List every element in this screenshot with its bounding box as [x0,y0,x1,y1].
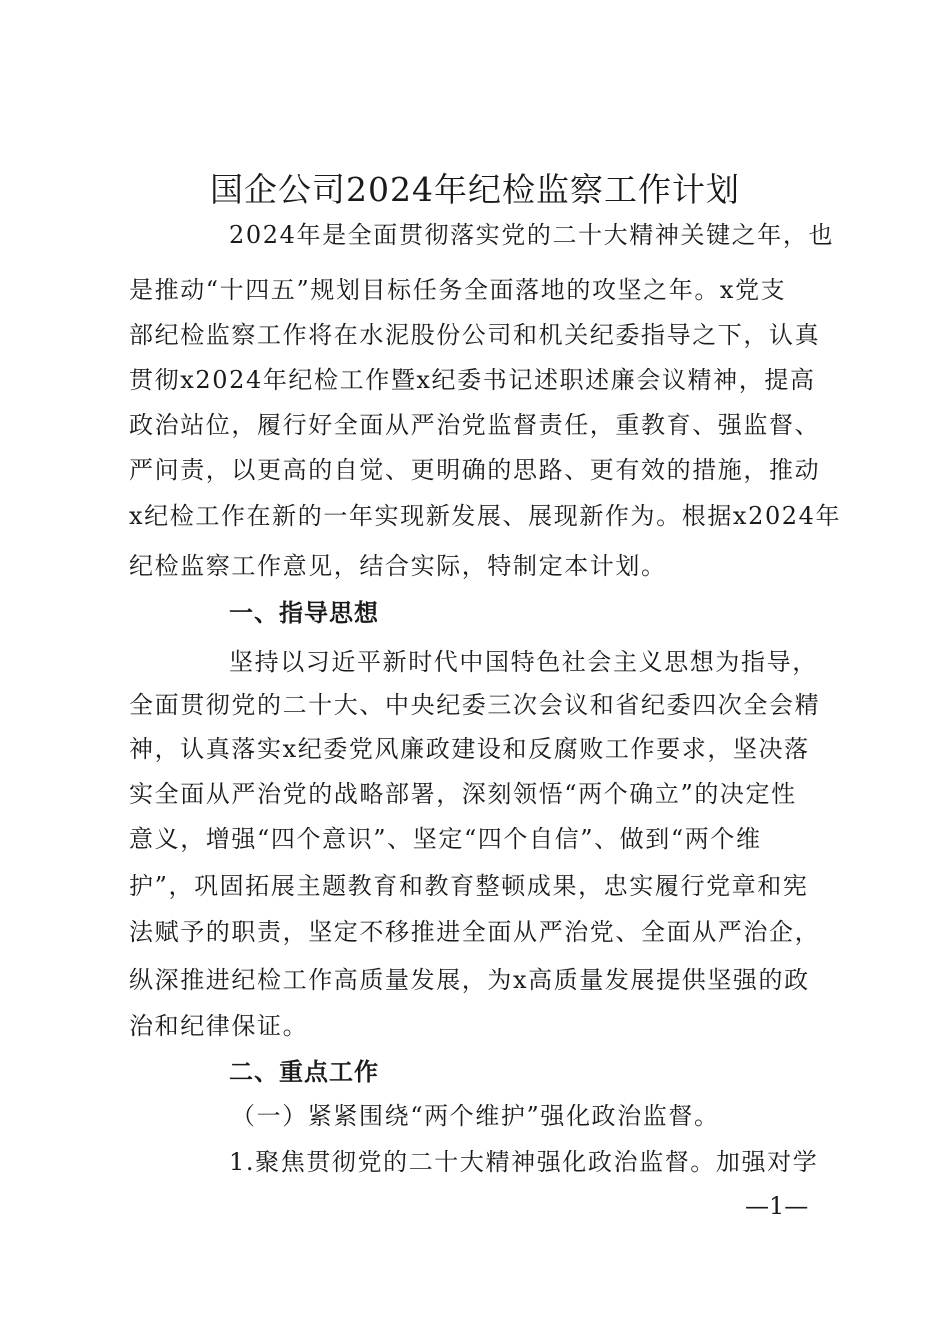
section1-line-9: 治和纪律保证。 [129,1012,309,1040]
section1-line-2: 全面贯彻党的二十大、中央纪委三次会议和省纪委四次全会精 [129,691,821,719]
section-heading-key-work: 二、重点工作 [229,1058,379,1086]
intro-line-8: 纪检监察工作意见，结合实际，特制定本计划。 [129,552,667,580]
section1-line-4: 实全面从严治党的战略部署，深刻领悟“两个确立”的决定性 [129,780,797,808]
section1-line-8: 纵深推进纪检工作高质量发展，为x高质量发展提供坚强的政 [129,966,810,994]
section1-line-1: 坚持以习近平新时代中国特色社会主义思想为指导， [229,648,818,676]
intro-line-4: 贯彻x2024年纪检工作暨x纪委书记述职述廉会议精神，提高 [129,366,816,394]
document-title: 国企公司2024年纪检监察工作计划 [210,170,740,209]
section1-line-5: 意义，增强“四个意识”、坚定“四个自信”、做到“两个维 [129,825,762,853]
section1-line-3: 神，认真落实x纪委党风廉政建设和反腐败工作要求，坚决落 [129,735,810,763]
intro-line-5: 政治站位，履行好全面从严治党监督责任，重教育、强监督、 [129,411,821,439]
intro-line-6: 严问责，以更高的自觉、更明确的思路、更有效的措施，推动 [129,456,821,484]
intro-line-2: 是推动“十四五”规划目标任务全面落地的攻坚之年。x党支 [129,276,787,304]
intro-line-7: x纪检工作在新的一年实现新发展、展现新作为。根据x2024年 [129,502,842,530]
intro-line-3: 部纪检监察工作将在水泥股份公司和机关纪委指导之下，认真 [129,321,821,349]
intro-line-1: 2024年是全面贯彻落实党的二十大精神关键之年，也 [229,221,835,249]
section1-line-6: 护”，巩固拓展主题教育和教育整顿成果，忠实履行党章和宪 [129,872,809,900]
section-heading-guiding-thought: 一、指导思想 [229,599,379,627]
subheading-political-supervision: （一）紧紧围绕“两个维护”强化政治监督。 [231,1102,720,1130]
section1-line-7: 法赋予的职责，坚定不移推进全面从严治党、全面从严治企， [129,918,821,946]
page-number: —1— [745,1192,809,1220]
item-1-line: 1.聚焦贯彻党的二十大精神强化政治监督。加强对学 [229,1148,819,1176]
